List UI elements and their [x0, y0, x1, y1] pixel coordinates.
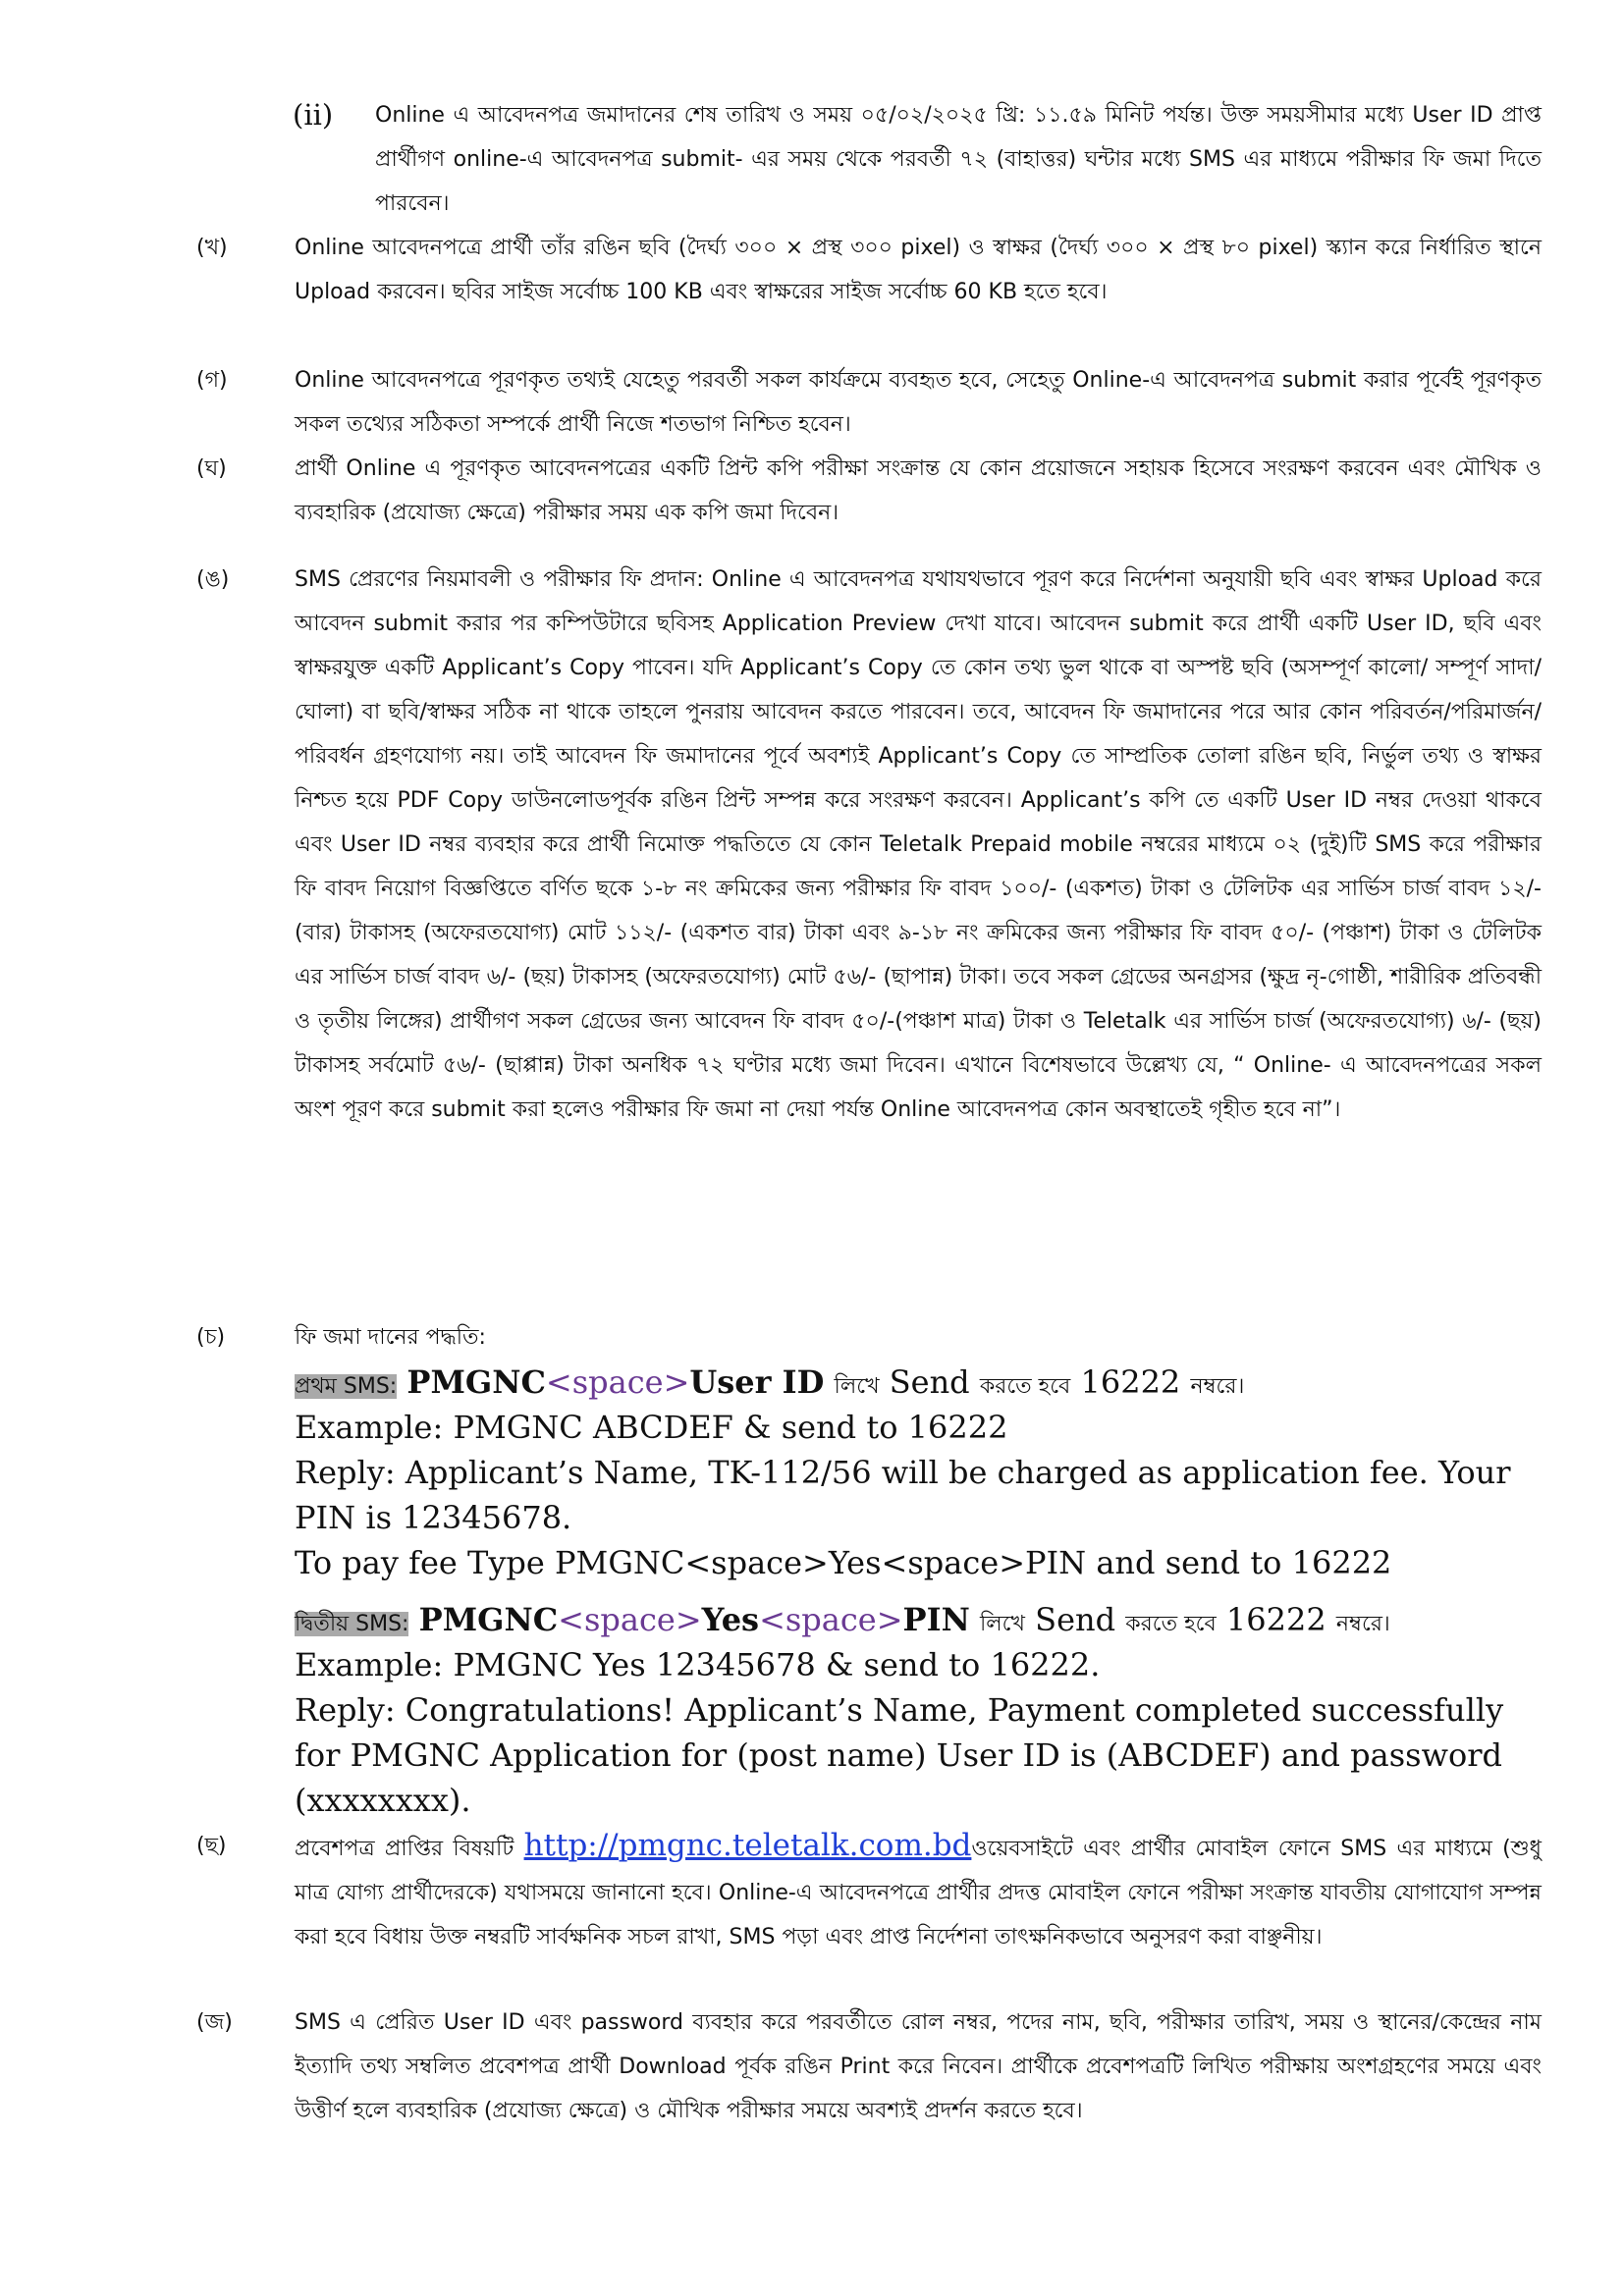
item-text-ii: Online এ আবেদনপত্র জমাদানের শেষ তারিখ ও সময় ০৫/০২/২০২৫ খ্রি: ১১.৫৯ মিনিট পর্যন্ত। উক্ত সময়সীমার মধ্যে User ID প্রাপ্ত প্রার্থীগণ online-এ আবেদনপত্র submit- এর সময় থেকে পরবর্তী ৭২ (বাহাত্তর) ঘন্টার মধ্যে SMS এর মাধ্যমে পরীক্ষার ফি জমা দিতে পারবেন। — [375, 103, 1542, 216]
item-text-chha — [295, 1824, 1542, 1959]
item-marker-gha: (ঘ) — [196, 456, 227, 481]
item-text-ja: SMS এ প্রেরিত User ID এবং password ব্যবহার করে পরবর্তীতে রোল নম্বর, পদের নাম, ছবি, পরীক্ষার তারিখ, সময় ও স্থানের/কেন্দ্রের নাম ইত্যাদি তথ্য সম্বলিত প্রবেশপত্র প্রার্থী Download পূর্বক রঙিন Print করে নিবেন। প্রার্থীকে প্রবেশপত্রটি লিখিত পরীক্ষায় অংশগ্রহণের সময়ে এবং উত্তীর্ণ হলে ব্যবহারিক (প্রযোজ্য ক্ষেত্রে) ও মৌখিক পরীক্ষার সময়ে অবশ্যই প্রদর্শন করতে হবে। — [295, 2010, 1542, 2123]
second-sms-space-2: <space> — [759, 1601, 903, 1638]
first-sms-userid: User ID — [689, 1363, 825, 1401]
first-sms-number: 16222 — [1080, 1363, 1181, 1401]
first-sms-send: Send — [889, 1363, 970, 1401]
second-sms-yes: Yes — [701, 1601, 760, 1638]
item-text-uma: SMS প্রেরণের নিয়মাবলী ও পরীক্ষার ফি প্রদান: Online এ আবেদনপত্র যথাযথভাবে পূরণ করে নির্দেশনা অনুযায়ী ছবি এবং স্বাক্ষর Upload করে আবেদন submit করার পর কম্পিউটারে ছবিসহ Application Preview দেখা যাবে। আবেদন submit করে প্রার্থী একটি User ID, ছবি এবং স্বাক্ষরযুক্ত একটি Applicant’s Copy পাবেন। যদি Applicant’s Copy তে কোন তথ্য ভুল থাকে বা অস্পষ্ট ছবি (অসম্পূর্ণ কালো/ সম্পূর্ণ সাদা/ ঘোলা) বা ছবি/স্বাক্ষর সঠিক না থাকে তাহলে পুনরায় আবেদন করতে পারবেন। তবে, আবেদন ফি জমাদানের পরে আর কোন পরিবর্তন/পরিমার্জন/পরিবর্ধন গ্রহণযোগ্য নয়। তাই আবেদন ফি জমাদানের পূর্বে অবশ্যই Applicant’s Copy তে সাম্প্রতিক তোলা রঙিন ছবি, নির্ভুল তথ্য ও স্বাক্ষর নিশ্চত হয়ে PDF Copy ডাউনলোডপূর্বক রঙিন প্রিন্ট সম্পন্ন করে সংরক্ষণ করবেন। Applicant’s কপি তে একটি User ID নম্বর দেওয়া থাকবে এবং User ID নম্বর ব্যবহার করে প্রার্থী নিমোক্ত পদ্ধতিতে যে কোন Teletalk Prepaid mobile নম্বরের মাধ্যমে ০২ (দুই)টি SMS করে পরীক্ষার ফি বাবদ নিয়োগ বিজ্ঞপ্তিতে বর্ণিত ছকে ১-৮ নং ক্রমিকের জন্য পরীক্ষার ফি বাবদ ১০০/- (একশত) টাকা ও টেলিটক এর সার্ভিস চার্জ বাবদ ১২/- (বার) টাকাসহ (অফেরতযোগ্য) মোট ১১২/- (একশত বার) টাকা এবং ৯-১৮ নং ক্রমিকের জন্য পরীক্ষার ফি বাবদ ৫০/- (পঞ্চাশ) টাকা ও টেলিটক এর সার্ভিস চার্জ বাবদ ৬/- (ছয়) টাকাসহ (অফেরতযোগ্য) মোট ৫৬/- (ছাপান্ন) টাকা। তবে সকল গ্রেডের অনগ্রসর (ক্ষুদ্র নৃ-গোষ্ঠী, শারীরিক প্রতিবন্ধী ও তৃতীয় লিঙ্গের) প্রার্থীগণ সকল গ্রেডের জন্য আবেদন ফি বাবদ ৫০/-(পঞ্চাশ মাত্র) টাকা ও Teletalk এর সার্ভিস চার্জ (অফেরতযোগ্য) ৬/- (ছয়) টাকাসহ সর্বমোট ৫৬/- (ছাপ্পান্ন) টাকা অনধিক ৭২ ঘণ্টার মধ্যে জমা দিবেন। এখানে বিশেষভাবে উল্লেখ্য যে, “ Online- এ আবেদনপত্রের সকল অংশ পূরণ করে submit করা হলেও পরীক্ষার ফি জমা না দেয়া পর্যন্ত Online আবেদনপত্র কোন অবস্থাতেই গৃহীত হবে না”। — [295, 567, 1542, 1122]
first-sms-reply-1: Reply: Applicant’s Name, TK-112/56 will be charged as application fee. Your — [295, 1454, 1511, 1491]
item-text-gha: প্রার্থী Online এ পূরণকৃত আবেদনপত্রের একটি প্রিন্ট কপি পরীক্ষা সংক্রান্ত যে কোন প্রয়োজনে সহায়ক হিসেবে সংরক্ষণ করবেন এবং মৌখিক ও ব্যবহারিক (প্রযোজ্য ক্ষেত্রে) পরীক্ষার সময় এক কপি জমা দিবেন। — [295, 456, 1542, 525]
second-sms-must: করতে হবে — [1125, 1612, 1217, 1636]
first-sms-tail: নম্বরে। — [1190, 1374, 1245, 1399]
item-text-ga: Online আবেদনপত্রে পূরণকৃত তথ্যই যেহেতু পরবর্তী সকল কার্যক্রমে ব্যবহৃত হবে, সেহেতু Online-এ আবেদনপত্র submit করার পূর্বেই পূরণকৃত সকল তথ্যের সঠিকতা সম্পর্কে প্রার্থী নিজে শতভাগ নিশ্চিত হবেন। — [295, 368, 1542, 437]
second-sms-space-1: <space> — [558, 1601, 702, 1638]
item-marker-cha: (চ) — [196, 1325, 226, 1350]
item-marker-chha: (ছ) — [196, 1834, 227, 1858]
first-sms-write: লিখে — [834, 1374, 880, 1399]
second-sms-line — [295, 1597, 1542, 1647]
second-sms-code: PMGNC — [418, 1601, 559, 1638]
first-sms-code: PMGNC — [406, 1363, 546, 1401]
second-sms-reply-1: Reply: Congratulations! Applicant’s Name, Payment completed successfully — [295, 1691, 1504, 1729]
admit-card-prefix: প্রবেশপত্র প্রাপ্তির বিষয়টি — [295, 1837, 514, 1861]
second-sms-send: Send — [1035, 1601, 1116, 1638]
admit-card-text: ওয়েবসাইটে এবং প্রার্থীর মোবাইল ফোনে SMS এর মাধ্যমে (শুধু মাত্র যোগ্য প্রার্থীদেরকে) যথাসময়ে জানানো হবে। Online-এ আবেদনপত্রে প্রার্থীর প্রদত্ত মোবাইল ফোনে পরীক্ষা সংক্রান্ত যাবতীয় যোগাযোগ সম্পন্ন করা হবে বিধায় উক্ত নম্বরটি সার্বক্ষনিক সচল রাখা, SMS পড়া এবং প্রাপ্ত নির্দেশনা তাৎক্ষনিকভাবে অনুসরণ করা বাঞ্ছনীয়। — [295, 1837, 1542, 1949]
second-sms-tail: নম্বরে। — [1335, 1612, 1390, 1636]
second-sms-write: লিখে — [979, 1612, 1025, 1636]
item-marker-ga: (গ) — [196, 368, 228, 393]
fee-method-heading: ফি জমা দানের পদ্ধতি: — [295, 1325, 486, 1350]
first-sms-line — [295, 1360, 1542, 1410]
second-sms-reply-2: for PMGNC Application for (post name) User ID is (ABCDEF) and password — [295, 1736, 1503, 1774]
second-sms-example: Example: PMGNC Yes 12345678 & send to 16222. — [295, 1646, 1101, 1683]
item-text-kha: Online আবেদনপত্রে প্রার্থী তাঁর রঙিন ছবি (দৈর্ঘ্য ৩০০ × প্রস্থ ৩০০ pixel) ও স্বাক্ষর (দৈর্ঘ্য ৩০০ × প্রস্থ ৮০ pixel) স্ক্যান করে নির্ধারিত স্থানে Upload করবেন। ছবির সাইজ সর্বোচ্চ 100 KB এবং স্বাক্ষরের সাইজ সর্বোচ্চ 60 KB হতে হবে। — [295, 236, 1542, 304]
second-sms-pin: PIN — [902, 1601, 970, 1638]
teletalk-website-link[interactable]: http://pmgnc.teletalk.com.bd — [523, 1828, 972, 1863]
item-marker-ii: (ii) — [293, 98, 334, 132]
first-sms-reply-2: PIN is 12345678. — [295, 1499, 572, 1536]
item-marker-kha: (খ) — [196, 236, 228, 260]
second-sms-reply-3: (xxxxxxxx). — [295, 1782, 471, 1819]
second-sms-number: 16222 — [1225, 1601, 1326, 1638]
first-sms-pay-instruction: To pay fee Type PMGNC<space>Yes<space>PIN and send to 16222 — [295, 1544, 1392, 1581]
item-marker-uma: (ঙ) — [196, 567, 230, 592]
first-sms-must: করতে হবে — [979, 1374, 1071, 1399]
second-sms-label: দ্বিতীয় SMS: — [295, 1612, 409, 1636]
first-sms-space: <space> — [545, 1363, 690, 1401]
first-sms-label: প্রথম SMS: — [295, 1374, 398, 1399]
item-marker-ja: (জ) — [196, 2010, 233, 2035]
first-sms-example: Example: PMGNC ABCDEF & send to 16222 — [295, 1409, 1008, 1446]
